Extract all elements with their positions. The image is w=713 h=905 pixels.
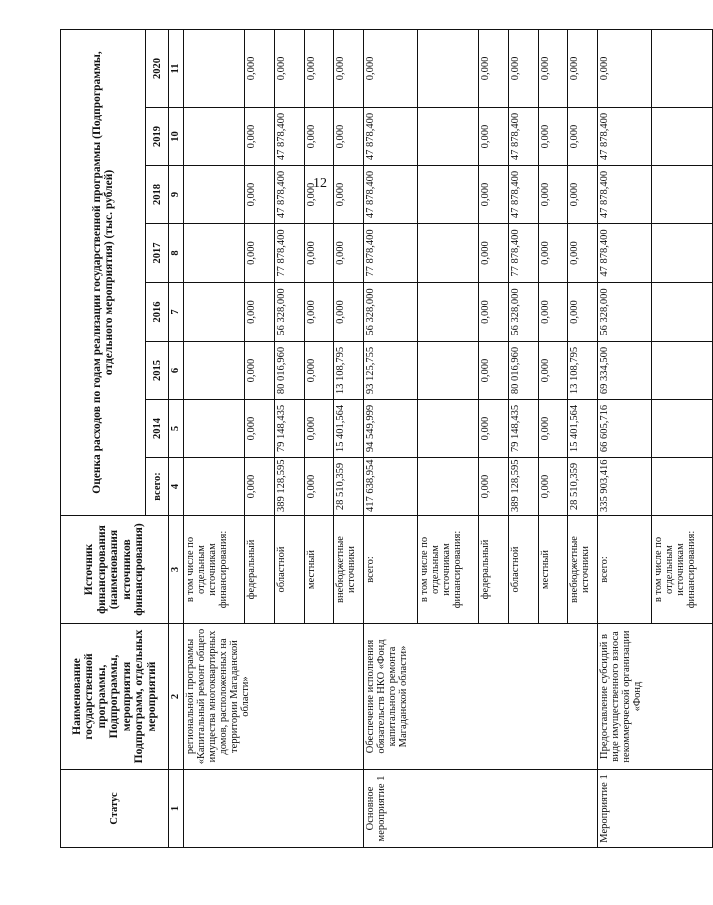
status-cell xyxy=(184,770,364,848)
value-cell: 0,000 xyxy=(334,108,364,166)
column-number: 2 xyxy=(169,624,184,770)
value-cell: 77 878,400 xyxy=(275,224,305,283)
value-cell: 0,000 xyxy=(245,166,275,224)
value-cell: 69 334,500 xyxy=(598,342,652,400)
value-cell: 80 016,960 xyxy=(275,342,305,400)
source-extrabudgetary: внебюджетные источники xyxy=(568,516,598,624)
value-cell: 0,000 xyxy=(539,166,568,224)
value-cell: 56 328,000 xyxy=(598,283,652,342)
header-year-2020: 2020 xyxy=(146,29,169,107)
value-cell: 0,000 xyxy=(305,400,334,458)
source-local: местный xyxy=(539,516,568,624)
value-cell: 0,000 xyxy=(245,224,275,283)
value-cell: 0,000 xyxy=(305,458,334,516)
table-row xyxy=(364,29,418,847)
value-cell: 0,000 xyxy=(539,283,568,342)
value-cell: 47 878,400 xyxy=(364,108,418,166)
source-federal: федеральный xyxy=(479,516,509,624)
value-cell: 0,000 xyxy=(479,400,509,458)
value-cell: 93 125,755 xyxy=(364,342,418,400)
value-cell: 0,000 xyxy=(539,400,568,458)
value-cell: 80 016,960 xyxy=(509,342,539,400)
table-row xyxy=(184,29,245,847)
column-number: 11 xyxy=(169,29,184,107)
value-cell: 0,000 xyxy=(479,29,509,107)
value-cell: 94 549,999 xyxy=(364,400,418,458)
source-federal: федеральный xyxy=(245,516,275,624)
column-number: 4 xyxy=(169,458,184,516)
header-name: Наименование государственной программы, Подпрограммы, мероприятия Подпрограмм, отдельных мероприятий xyxy=(61,624,169,770)
column-number: 6 xyxy=(169,342,184,400)
value-cell: 15 401,564 xyxy=(568,400,598,458)
value-cell: 0,000 xyxy=(539,108,568,166)
header-year-2017: 2017 xyxy=(146,224,169,283)
value-cell: 389 128,595 xyxy=(509,458,539,516)
value-cell: 13 108,795 xyxy=(568,342,598,400)
column-number: 3 xyxy=(169,516,184,624)
value-cell: 47 878,400 xyxy=(275,166,305,224)
value-cell: 0,000 xyxy=(305,342,334,400)
column-number: 10 xyxy=(169,108,184,166)
value-cell: 0,000 xyxy=(568,166,598,224)
value-cell: 0,000 xyxy=(334,224,364,283)
column-number-row xyxy=(169,29,184,847)
value-cell: 0,000 xyxy=(539,458,568,516)
source-including: в том числе по отдельным источникам финансирования: xyxy=(418,516,479,624)
value-cell: 0,000 xyxy=(245,342,275,400)
value-cell: 28 510,359 xyxy=(334,458,364,516)
value-cell: 0,000 xyxy=(275,29,305,107)
value-cell: 0,000 xyxy=(334,166,364,224)
value-cell: 0,000 xyxy=(245,108,275,166)
column-number: 1 xyxy=(169,770,184,848)
value-cell: 0,000 xyxy=(305,108,334,166)
header-source: Источник финансирования (наименования источников финансирования) xyxy=(61,516,169,624)
value-cell: 0,000 xyxy=(479,108,509,166)
value-cell: 47 878,400 xyxy=(598,224,652,283)
value-cell: 417 638,954 xyxy=(364,458,418,516)
value-cell: 0,000 xyxy=(305,283,334,342)
value-cell: 0,000 xyxy=(245,283,275,342)
value-cell: 0,000 xyxy=(539,224,568,283)
program-name-cell: региональной программы «Капитальный ремонт общего имущества многоквартирных домов, расположенных на территории Магаданской области» xyxy=(184,624,364,770)
value-cell: 0,000 xyxy=(568,224,598,283)
value-cell: 0,000 xyxy=(479,283,509,342)
value-cell: 0,000 xyxy=(568,108,598,166)
source-including: в том числе по отдельным источникам финансирования: xyxy=(652,516,713,624)
value-cell: 79 148,435 xyxy=(275,400,305,458)
header-year-2019: 2019 xyxy=(146,108,169,166)
value-cell: 77 878,400 xyxy=(364,224,418,283)
value-cell: 335 903,416 xyxy=(598,458,652,516)
value-cell: 0,000 xyxy=(305,29,334,107)
value-cell: 47 878,400 xyxy=(509,166,539,224)
value-cell: 0,000 xyxy=(509,29,539,107)
value-cell: 0,000 xyxy=(479,458,509,516)
value-cell: 0,000 xyxy=(245,29,275,107)
value-cell: 0,000 xyxy=(305,224,334,283)
value-cell: 0,000 xyxy=(479,224,509,283)
value-cell: 389 128,595 xyxy=(275,458,305,516)
value-cell: 0,000 xyxy=(245,400,275,458)
value-cell: 0,000 xyxy=(568,283,598,342)
header-year-2014: 2014 xyxy=(146,400,169,458)
value-cell: 0,000 xyxy=(479,166,509,224)
program-name-cell: Обеспечение исполнения обязательств НКО «Фонд капитального ремонта Магаданской области» xyxy=(364,624,598,770)
table-row xyxy=(598,29,652,847)
value-cell: 47 878,400 xyxy=(275,108,305,166)
budget-table xyxy=(60,29,713,848)
source-total: всего: xyxy=(598,516,652,624)
header-year-2015: 2015 xyxy=(146,342,169,400)
value-cell: 47 878,400 xyxy=(598,166,652,224)
value-cell: 79 148,435 xyxy=(509,400,539,458)
value-cell: 47 878,400 xyxy=(509,108,539,166)
source-including: в том числе по отдельным источникам финансирования: xyxy=(184,516,245,624)
value-cell: 0,000 xyxy=(364,29,418,107)
value-cell: 0,000 xyxy=(334,29,364,107)
value-cell: 0,000 xyxy=(539,29,568,107)
value-cell: 0,000 xyxy=(598,29,652,107)
source-regional: областной xyxy=(275,516,305,624)
status-cell: Основное мероприятие 1 xyxy=(364,770,598,848)
program-name-cell: Предоставление субсидий в виде имущественного взноса некоммерческой организации «Фонд xyxy=(598,624,713,770)
header-total: всего: xyxy=(146,458,169,516)
column-number: 9 xyxy=(169,166,184,224)
value-cell: 15 401,564 xyxy=(334,400,364,458)
source-local: местный xyxy=(305,516,334,624)
rotated-table-container xyxy=(60,30,697,848)
column-number: 8 xyxy=(169,224,184,283)
header-year-2018: 2018 xyxy=(146,166,169,224)
value-cell: 0,000 xyxy=(245,458,275,516)
value-cell: 13 108,795 xyxy=(334,342,364,400)
column-number: 5 xyxy=(169,400,184,458)
source-regional: областной xyxy=(509,516,539,624)
source-total: всего: xyxy=(364,516,418,624)
value-cell: 56 328,000 xyxy=(275,283,305,342)
value-cell: 66 605,716 xyxy=(598,400,652,458)
value-cell: 28 510,359 xyxy=(568,458,598,516)
value-cell: 0,000 xyxy=(568,29,598,107)
page-number: 12 xyxy=(313,176,327,191)
value-cell: 56 328,000 xyxy=(509,283,539,342)
value-cell: 0,000 xyxy=(334,283,364,342)
value-cell: 47 878,400 xyxy=(364,166,418,224)
header-estimate: Оценка расходов по годам реализации государственной программы (Подпрограммы, отдельного мероприятия) (тыс. рублей) xyxy=(61,29,146,515)
header-year-2016: 2016 xyxy=(146,283,169,342)
header-status: Статус xyxy=(61,770,169,848)
value-cell: 0,000 xyxy=(479,342,509,400)
status-cell: Мероприятие 1 xyxy=(598,770,713,848)
value-cell: 77 878,400 xyxy=(509,224,539,283)
column-number: 7 xyxy=(169,283,184,342)
value-cell: 56 328,000 xyxy=(364,283,418,342)
value-cell: 0,000 xyxy=(305,166,334,224)
value-cell: 0,000 xyxy=(539,342,568,400)
source-extrabudgetary: внебюджетные источники xyxy=(334,516,364,624)
value-cell: 47 878,400 xyxy=(598,108,652,166)
